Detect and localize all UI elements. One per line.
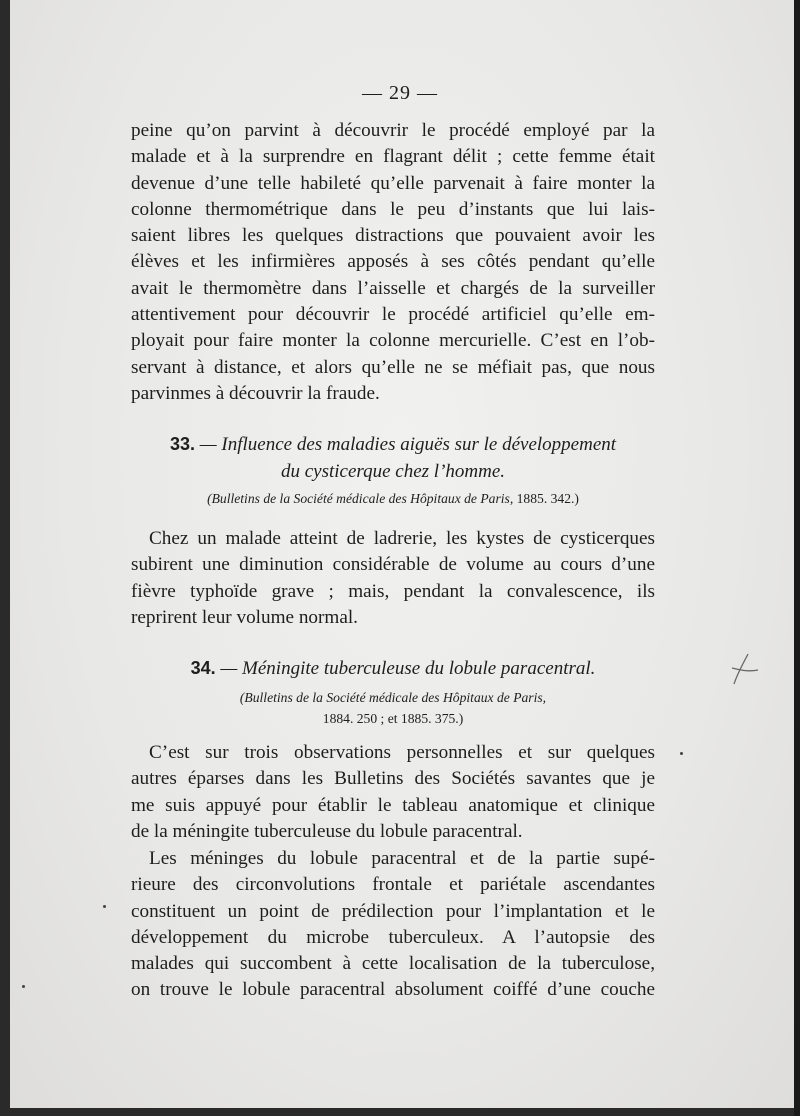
page-number: — 29 — — [362, 82, 438, 104]
text-line: Les méninges du lobule paracentral et de la partie supé- — [149, 848, 655, 869]
section-34-citation — [131, 687, 655, 729]
text-line: Chez un malade atteint de ladrerie, les kystes de cysticerques — [149, 528, 655, 549]
text-line: attentivement pour découvrir le procédé artificiel qu’elle em- — [131, 304, 655, 326]
text-line: fièvre typhoïde grave ; mais, pendant la convalescence, ils — [131, 580, 655, 602]
section-34-citation-line2: 1884. 250 ; et 1885. 375.) — [322, 711, 464, 726]
section-34-heading — [131, 655, 655, 682]
section-33-body — [131, 526, 655, 631]
text-line: malade et à la surprendre en flagrant délit ; cette femme était — [131, 146, 655, 168]
scan-speck — [680, 752, 683, 755]
text-line: rieure des circonvolutions frontale et pariétale ascendantes — [131, 874, 655, 896]
text-line: peine qu’on parvint à découvrir le procédé employé par la — [131, 120, 655, 141]
scan-speck — [103, 905, 106, 908]
text-line: élèves et les infirmières apposés à ses côtés pendant qu’elle — [131, 251, 655, 273]
text-line: C’est sur trois observations personnelles et sur quelques — [149, 742, 655, 763]
section-33-citation-source: (Bulletins de la Société médicale des Hôpitaux de Paris, — [207, 491, 514, 506]
margin-pencil-mark-icon — [728, 650, 762, 694]
section-33-title-line2: du cysticerque chez l’homme. — [280, 461, 506, 482]
section-33-title-text: — Influence des maladies aiguës sur le développement — [199, 434, 617, 455]
text-line: subirent une diminution considérable de volume au cours d’une — [131, 554, 655, 576]
scan-speck — [22, 985, 25, 988]
section-34-paragraph-2 — [131, 846, 655, 1004]
section-33-citation-ref: 1885. 342.) — [513, 491, 579, 506]
section-33-number: 33. — [169, 434, 195, 454]
text-line: autres éparses dans les Bulletins des Sociétés savantes que je — [131, 768, 655, 790]
section-34-number: 34. — [190, 658, 216, 678]
text-line: devenue d’une telle habileté qu’elle parvenait à faire monter la — [131, 172, 655, 194]
text-line: saient libres les quelques distractions que pouvaient avoir les — [131, 225, 655, 247]
text-line: malades qui succombent à cette localisation de la tuberculose, — [131, 953, 655, 975]
text-line: on trouve le lobule paracentral absolument coiffé d’une couche — [131, 979, 655, 1001]
section-34-citation-line1: (Bulletins de la Société médicale des Hôpitaux de Paris, — [239, 690, 547, 705]
section-33-citation — [131, 488, 655, 509]
section-33-title-line1 — [131, 431, 655, 458]
paragraph-continuation — [131, 118, 655, 407]
text-line: développement du microbe tuberculeux. A l’autopsie des — [131, 926, 655, 948]
text-line: ployait pour faire monter la colonne mercurielle. C’est en l’ob- — [131, 330, 655, 352]
text-line: me suis appuyé pour établir le tableau anatomique et clinique — [131, 794, 655, 816]
section-34-paragraph-1 — [131, 740, 655, 845]
text-line: colonne thermométrique dans le peu d’instants que lui lais- — [131, 198, 655, 220]
text-line: reprirent leur volume normal. — [131, 606, 358, 628]
section-34-title-text: — Méningite tuberculeuse du lobule paracentral. — [220, 658, 596, 679]
text-line: constituent un point de prédilection pour l’implantation et le — [131, 900, 655, 922]
text-line: parvinmes à découvrir la fraude. — [131, 382, 380, 404]
text-line: de la méningite tuberculeuse du lobule paracentral. — [131, 820, 523, 842]
text-line: avait le thermomètre dans l’aisselle et chargés de la surveiller — [131, 277, 655, 299]
page-edge-shadow — [794, 0, 800, 1116]
section-33-heading — [131, 431, 655, 485]
text-line: servant à distance, et alors qu’elle ne se méfiait pas, que nous — [131, 356, 655, 378]
